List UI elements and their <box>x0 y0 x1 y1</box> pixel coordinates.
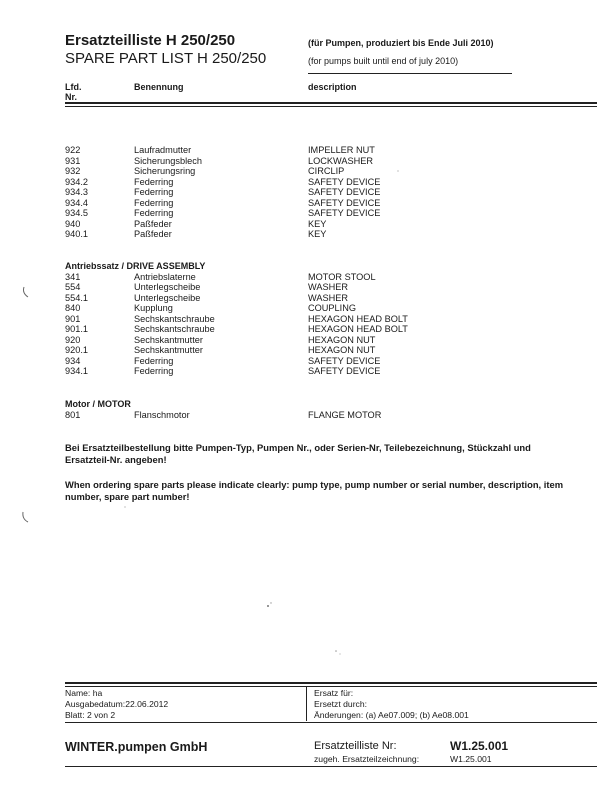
part-desc: KEY <box>308 229 327 239</box>
part-desc: SAFETY DEVICE <box>308 187 381 197</box>
footer-rule-top-2 <box>65 686 597 687</box>
part-name: Federring <box>134 176 174 187</box>
footer-rule-top <box>65 682 597 684</box>
footer-date: Ausgabedatum:22.06.2012 <box>65 699 169 709</box>
col-header-name: Benennung <box>134 82 184 92</box>
part-desc: KEY <box>308 218 327 229</box>
part-nr: 934.5 <box>65 208 88 218</box>
part-desc: IMPELLER NUT <box>308 145 375 155</box>
part-desc: FLANGE MOTOR <box>308 409 382 420</box>
subtitle-en: (for pumps built until end of july 2010) <box>308 56 459 66</box>
part-name: Sechskantmutter <box>134 334 203 345</box>
col-header-nr-2: Nr. <box>65 92 78 102</box>
part-desc: SAFETY DEVICE <box>308 208 381 218</box>
part-name: Federring <box>134 355 174 366</box>
part-name: Federring <box>134 366 174 376</box>
footer-changes: Änderungen: (a) Ae07.009; (b) Ae08.001 <box>314 710 469 720</box>
part-nr: 931 <box>65 155 81 166</box>
part-nr: 801 <box>65 409 81 420</box>
section-heading-drive: Antriebssatz / DRIVE ASSEMBLY <box>65 261 206 271</box>
part-desc: WASHER <box>308 282 348 292</box>
section-heading-motor: Motor / MOTOR <box>65 399 131 409</box>
page-title-en: SPARE PART LIST H 250/250 <box>65 50 267 67</box>
footer-divider <box>306 686 307 721</box>
part-nr: 840 <box>65 303 81 313</box>
scan-speck <box>339 653 340 654</box>
order-note-de: Bei Ersatzteilbestellung bitte Pumpen-Typ, Pumpen Nr., oder Serien-Nr, Teilebezeichnung, Stückzahl und Ersatzteil-Nr. angeben! <box>65 442 531 466</box>
part-nr: 934.2 <box>65 176 88 187</box>
part-name: Flanschmotor <box>134 409 190 420</box>
part-nr: 934 <box>65 355 81 366</box>
part-name: Antriebslaterne <box>134 271 196 282</box>
part-desc: HEXAGON HEAD BOLT <box>308 313 408 324</box>
part-nr: 922 <box>65 145 81 155</box>
part-name: Federring <box>134 187 174 197</box>
part-name: Sicherungsblech <box>134 155 202 166</box>
part-nr: 932 <box>65 166 81 176</box>
scan-speck <box>397 170 398 171</box>
part-name: Sechskantschraube <box>134 313 215 324</box>
part-desc: HEXAGON NUT <box>308 334 376 345</box>
part-nr: 341 <box>65 271 81 282</box>
part-desc: MOTOR STOOL <box>308 271 376 282</box>
part-nr: 934.1 <box>65 366 88 376</box>
part-nr: 934.3 <box>65 187 88 197</box>
footer-ersetzt-durch: Ersetzt durch: <box>314 699 368 709</box>
part-desc: WASHER <box>308 292 348 303</box>
part-name: Paßfeder <box>134 229 172 239</box>
part-nr: 901 <box>65 313 81 324</box>
part-name: Federring <box>134 197 174 208</box>
part-nr: 940.1 <box>65 229 88 239</box>
list-number: W1.25.001 <box>450 739 509 753</box>
part-nr: 554 <box>65 282 81 292</box>
scan-speck <box>267 605 269 607</box>
part-name: Federring <box>134 208 174 218</box>
part-name: Unterlegscheibe <box>134 282 201 292</box>
page-title-de: Ersatzteilliste H 250/250 <box>65 32 236 49</box>
footer-sheet: Blatt: 2 von 2 <box>65 710 116 720</box>
part-name: Laufradmutter <box>134 145 192 155</box>
col-header-nr: Lfd. <box>65 82 82 92</box>
part-desc: LOCKWASHER <box>308 155 374 166</box>
part-name: Sechskantschraube <box>134 324 215 334</box>
scan-speck <box>335 650 337 652</box>
part-name: Sicherungsring <box>134 166 196 176</box>
part-nr: 940 <box>65 218 81 229</box>
col-header-desc: description <box>308 82 357 92</box>
part-nr: 554.1 <box>65 292 88 303</box>
part-name: Unterlegscheibe <box>134 292 201 303</box>
part-desc: CIRCLIP <box>308 166 345 176</box>
part-nr: 934.4 <box>65 197 88 208</box>
part-desc: HEXAGON HEAD BOLT <box>308 324 408 334</box>
part-desc: COUPLING <box>308 303 356 313</box>
company-name: WINTER.pumpen GmbH <box>65 740 208 754</box>
part-nr: 920 <box>65 334 81 345</box>
part-desc: HEXAGON NUT <box>308 345 376 355</box>
scan-speck <box>24 287 29 297</box>
subtitle-de: (für Pumpen, produziert bis Ende Juli 2010) <box>308 38 494 48</box>
footer-ersatz-fuer: Ersatz für: <box>314 688 354 698</box>
part-desc: SAFETY DEVICE <box>308 366 381 376</box>
part-name: Kupplung <box>134 303 173 313</box>
part-name: Paßfeder <box>134 218 172 229</box>
list-number-label: Ersatzteilliste Nr: <box>314 740 397 752</box>
part-desc: SAFETY DEVICE <box>308 197 381 208</box>
drawing-number-label: zugeh. Ersatzteilzeichnung: <box>314 754 420 764</box>
part-desc: SAFETY DEVICE <box>308 176 381 187</box>
part-desc: SAFETY DEVICE <box>308 355 381 366</box>
scan-speck <box>270 602 271 603</box>
footer-rule-bottom <box>65 766 597 767</box>
drawing-number: W1.25.001 <box>450 754 492 764</box>
part-nr: 901.1 <box>65 324 88 334</box>
part-name: Sechskantmutter <box>134 345 203 355</box>
scan-speck <box>124 506 125 507</box>
order-note-en: When ordering spare parts please indicate clearly: pump type, pump number or serial number, description, item number, spare part number! <box>65 479 564 503</box>
scan-speck <box>23 512 28 522</box>
footer-name: Name: ha <box>65 688 103 698</box>
footer-rule-mid <box>65 722 597 723</box>
part-nr: 920.1 <box>65 345 88 355</box>
